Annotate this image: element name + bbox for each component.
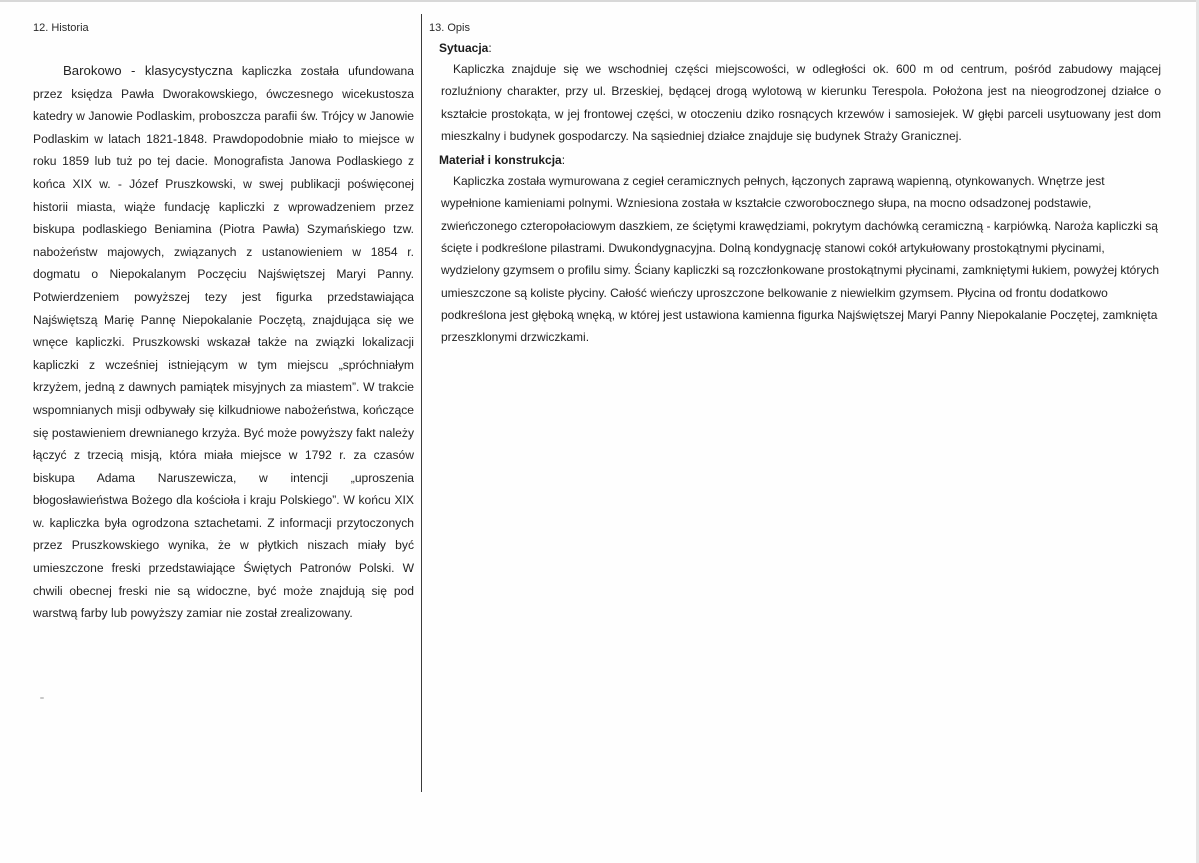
situation-subheading: [439, 38, 1161, 58]
description-column: [429, 21, 1161, 349]
history-column: [33, 21, 414, 625]
material-subheading-colon: :: [561, 153, 566, 168]
history-lead: Barokowo - klasycystyczna: [63, 63, 233, 78]
situation-subheading-label: Sytuacja: [439, 41, 489, 55]
history-body: kapliczka została ufundowana przez księdza Pawła Dworakowskiego, ówczesnego wicekustosza katedry w Janowie Podlaskim, proboszcza parafii św. Trójcy w Janowie Podlaskim w latach 1821-1848. Prawdopodobnie miało to miejsce w roku 1859 lub tuż po tej dacie. Monografista Janowa Podlaskiego z końca XIX w. - Józef Pruszkowski, w swej publikacji poświęconej historii miasta, wiąże fundację kapliczki z wprowadzeniem przez biskupa podlaskiego Beniamina (Piotra Pawła) Szymańskiego tzw. nabożeństw majowych, związanych z ustanowieniem w 1854 r. dogmatu o Niepokalanym Poczęciu Najświętszej Maryi Panny. Potwierdzeniem powyższej tezy jest figurka przedstawiająca Najświętszą Marię Pannę Niepokalanie Poczętą, znajdująca się we wnęce kapliczki. Pruszkowski wskazał także na związki lokalizacji kapliczki z wcześniej istniejącym w tym miejscu „spróchniałym krzyżem, jedną z dawnych pamiątek misyjnych za miastem”. W trakcie wspomnianych misji odbywały się kilkudniowe nabożeństwa, kończące się postawieniem drewnianego krzyża. Być może powyższy fakt należy łączyć z trzecią misją, która miała miejsce w 1792 r. za czasów biskupa Adama Naruszewicza, w intencji „uproszenia błogosławieństwa Bożego dla kościoła i kraju Polskiego”. W końcu XIX w. kapliczka była ogrodzona sztachetami. Z informacji przytoczonych przez Pruszkowskiego wynika, że w płytkich niszach miały być umieszczone freski przedstawiające Świętych Patronów Polski. W chwili obecnej freski nie są widoczne, być może znajdują się pod warstwą farby lub powyższy zamiar nie został zrealizowany.: [33, 64, 414, 621]
scan-speck: [40, 697, 44, 699]
situation-subheading-colon: :: [488, 41, 492, 55]
top-edge: [0, 0, 1199, 2]
column-divider: [421, 14, 422, 792]
situation-paragraph: Kapliczka znajduje się we wschodniej części miejscowości, w odległości ok. 600 m od centrum, pośród zabudowy mającej rozluźniony charakter, przy ul. Brzeskiej, będącej drogą wylotową w kierunku Terespola. Położona jest na nieogrodzonej działce o kształcie prostokąta, w jej frontowej części, w otoczeniu dziko rosnących krzewów i samosiejek. W głębi parceli usytuowany jest dom mieszkalny i budynek gospodarczy. Na sąsiedniej działce znajduje się budynek Straży Granicznej.: [441, 62, 1161, 143]
description-heading: 13. Opis: [429, 22, 470, 34]
history-heading: 12. Historia: [33, 22, 89, 34]
material-subheading-label: Materiał i konstrukcja: [439, 153, 562, 168]
history-paragraph: [33, 60, 414, 625]
material-paragraph: Kapliczka została wymurowana z cegieł ceramicznych pełnych, łączonych zaprawą wapienną, otynkowanych. Wnętrze jest wypełnione kamieniami polnymi. Wzniesiona została w kształcie czworobocznego słupa, na mocno odsadzonej podstawie, zwieńczonego czteropołaciowym daszkiem, ze ściętymi krawędziami, pokrytym dachówką ceramiczną - karpiówką. Naroża kapliczki są ścięte i podkreślone pilastrami. Dwukondygnacyjna. Dolną kondygnację stanowi cokół artykułowany prostokątnymi płycinami, wydzielony gzymsem o profilu simy. Ściany kapliczki są rozczłonkowane prostokątnymi płycinami, zamkniętymi łukiem, powyżej których umieszczone są koliste płyciny. Całość wieńczy uproszczone belkowanie z niewielkim gzymsem. Płycina od frontu dodatkowo podkreślona jest głęboką wnęką, w której jest ustawiona kamienna figurka Najświętszej Maryi Panny Niepokalanie Poczętej, zamknięta przeszklonymi drzwiczkami.: [441, 174, 1160, 345]
material-subheading: [439, 150, 1161, 170]
